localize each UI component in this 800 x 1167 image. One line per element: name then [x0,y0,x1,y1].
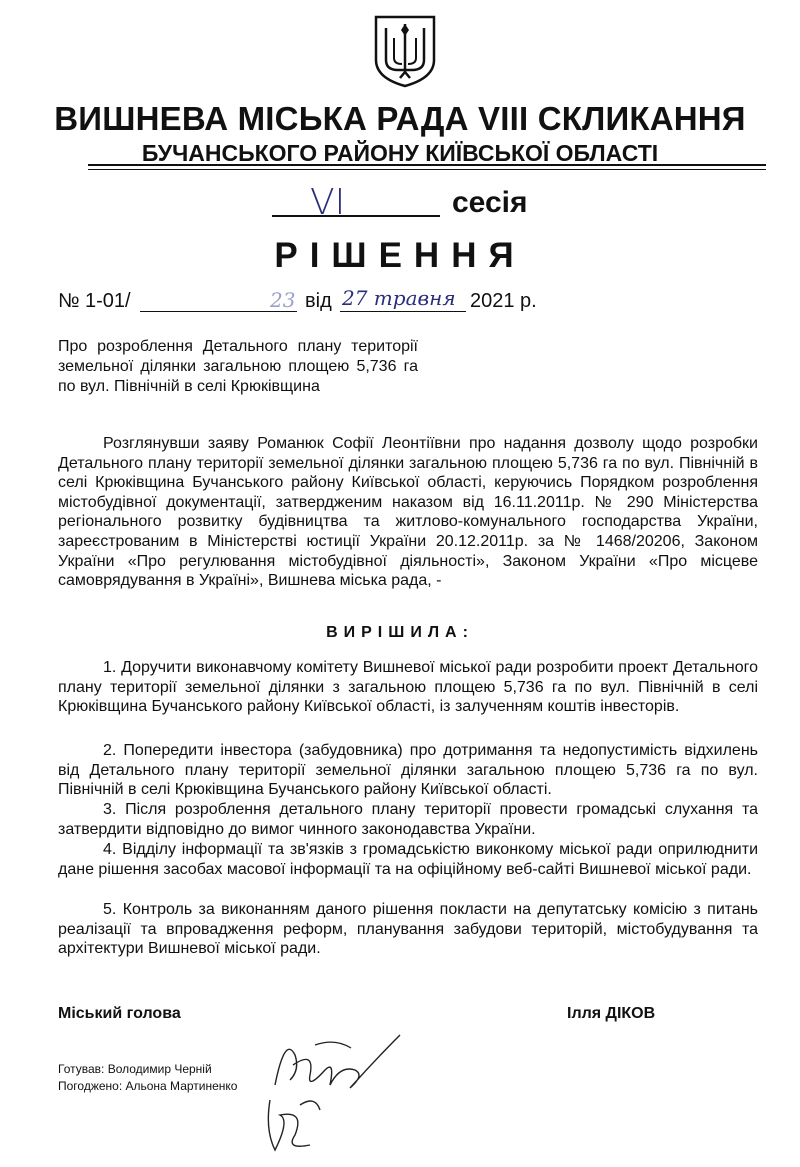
coat-of-arms-icon [372,14,438,88]
header-rule-thin [88,169,766,170]
resolution-item-5: 5. Контроль за виконанням даного рішення покласти на депутатську комісію з питань реалізації та впровадження реформ, планування забудови територій, містобудування та архітектури Вишневої міської ради. [58,901,758,958]
resolution-item-3: 3. Після розроблення детального плану території провести громадські слухання та затвердити відповідно до вимог чинного законодавства України. [58,801,758,838]
resolution-item-1: 1. Доручити виконавчому комітету Вишневої міської ради розробити проект Детального плану території земельної ділянки з загальною площею 5,736 га по вул. Північній в селі Крюківщина Бучанського району Київської області, із залученням коштів інвесторів. [58,659,758,716]
decree-date-handwritten: 27 травня [342,286,456,310]
signature-name: Ілля ДІКОВ [567,1005,656,1022]
decree-number-prefix: № 1-01/ [58,290,131,312]
decision-title: РІШЕННЯ [274,236,526,275]
resolution-item-4: 4. Відділу інформації та зв'язків з громадськістю виконкому міської ради оприлюднити дане рішення засобах масової інформації та на офіційному веб-сайті Вишневої міської ради. [58,841,758,878]
header-rule [88,164,766,166]
council-title: ВИШНЕВА МІСЬКА РАДА VIII СКЛИКАННЯ [54,100,746,137]
session-number: VI [310,182,346,223]
prepared-by: Готував: Володимир Черній [58,1062,212,1076]
decree-year: 2021 р. [470,290,537,312]
session-label: сесія [452,186,528,219]
signature-position: Міський голова [58,1005,181,1022]
handwritten-signature-2 [250,1090,330,1160]
session-underline [272,215,440,217]
decree-date-underline [340,311,466,312]
resolved-heading: ВИРІШИЛА: [326,624,474,641]
agreed-by: Погоджено: Альона Мартиненко [58,1079,238,1093]
decree-from-label: від [305,290,332,312]
resolution-item-2: 2. Попередити інвестора (забудовника) про дотримання та недопустимість відхилень від Детального плану території земельної ділянки загальною площею 5,736 га по вул. Північній в селі Крюківщина Бучанського району Київської області. [58,742,758,799]
preamble-paragraph: Розглянувши заяву Романюк Софії Леонтіївни про надання дозволу щодо розробки Детального плану території земельної ділянки загальною площею 5,736 га по вул. Північній в селі Крюківщина Бучанського району Київської області, керуючись Порядком розроблення містобудівної документації, затвердженим наказом від 16.11.2011р. № 290 Міністерства регіонального розвитку будівництва та житлово-комунального господарства України, зареєстрованим в Міністерстві юстиції України 20.12.2011р. за № 1468/20206, Законом України «Про регулювання містобудівної діяльності», Законом України «Про місцеве самоврядування в Україні», Вишнева міська рада, - [58,435,758,590]
decision-subject: Про розроблення Детального плану території земельної ділянки загальною площею 5,736 га по вул. Північній в селі Крюківщина [58,338,418,395]
decree-number-handwritten: 23 [270,288,296,312]
council-subtitle: БУЧАНСЬКОГО РАЙОНУ КИЇВСЬКОЇ ОБЛАСТІ [141,140,659,166]
